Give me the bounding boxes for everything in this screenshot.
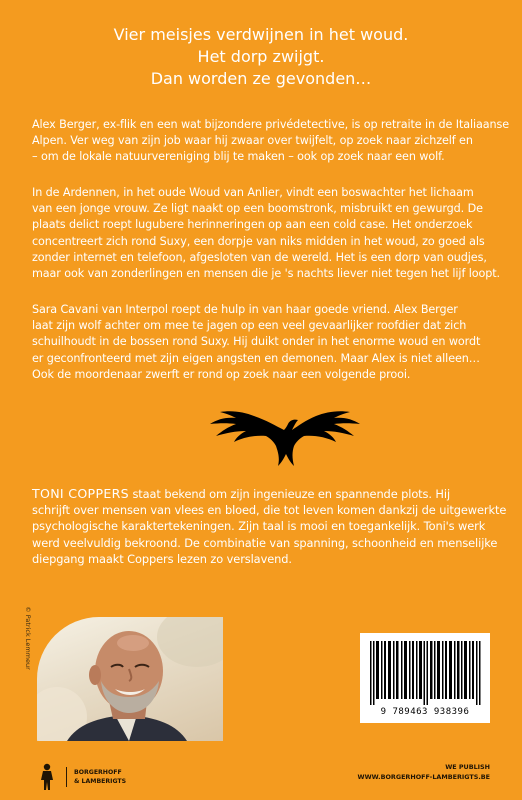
publisher-figure-logo (36, 763, 58, 791)
text-line: Ook de moordenaar zwerft er rond op zoek naar een volgende prooi. (32, 367, 411, 381)
text-line: concentreert zich rond Suxy, een dorpje van niks midden in het woud, zo goed als (32, 234, 485, 248)
text-line: psychologische karaktertekeningen. Zijn taal is mooi en toegankelijk. Toni's werk (32, 519, 486, 534)
barcode (360, 633, 490, 723)
photo-credit-text: © Patrick Lemmeur (24, 606, 32, 670)
tagline-line: Het dorp zwijgt. (197, 47, 325, 66)
tagline (0, 24, 522, 90)
publisher-logo (36, 763, 176, 791)
text-line: In de Ardennen, in het oude Woud van Anlier, vindt een boswachter het lichaam (32, 186, 474, 199)
crow-illustration (206, 386, 366, 472)
text-line: plaats delict roept lugubere herinneringen op aan een cold case. Het onderzoek (32, 218, 473, 232)
text-line: schuilhoudt in de bossen rond Suxy. Hij duikt onder in het enorme woud en wordt (32, 335, 481, 349)
publisher-name (74, 768, 126, 786)
publisher-divider (66, 767, 67, 787)
author-photo (37, 617, 223, 741)
text-line: maar ook van zonderlingen en mensen die je 's nachts liever niet tegen het lijf loopt. (32, 267, 500, 281)
publisher-name-line: BORGERHOFF (74, 769, 122, 776)
text-line (32, 486, 492, 502)
text-line: van een jonge vrouw. Ze ligt naakt op een boomstronk, misbruikt en gewurgd. De (32, 202, 483, 216)
text-line: werd veelvuldig bekroond. De combinatie van spanning, schoonheid en menselijke (32, 535, 498, 550)
publisher-name-line: & LAMBERIGTS (74, 778, 127, 785)
author-bio (32, 486, 507, 567)
text-line: Alex Berger, ex-flik en een wat bijzondere privédetective, is op retraite in de Italiaanse (32, 118, 510, 131)
text-line: laat zijn wolf achter om mee te jagen op een veel gevaarlijker roofdier dat zich (32, 319, 467, 333)
blurb-paragraph-3 (32, 302, 492, 383)
text-line: – om de lokale natuurvereniging blij te maken – ook op zoek naar een wolf. (32, 150, 445, 164)
author-bio-text: staat bekend om zijn ingenieuze en spannende plots. Hij (128, 487, 451, 501)
isbn-number: 9 789463 938396 (380, 707, 470, 717)
author-name: TONI COPPERS (32, 486, 129, 501)
tagline-line: Dan worden ze gevonden… (150, 69, 372, 88)
text-line: er geconfronteerd met zijn eigen angsten en demonen. Maar Alex is niet alleen… (32, 351, 480, 365)
barcode-bars (368, 641, 482, 705)
publisher-website: WWW.BORGERHOFF-LAMBERIGTS.BE (357, 773, 490, 781)
blurb-paragraph-1 (32, 117, 510, 166)
blurb-paragraph-2 (32, 185, 500, 282)
author-portrait-illustration (37, 617, 223, 741)
text-line: schrijft over mensen van vlees en bloed, die tot leven komen dankzij de uitgewerkte (32, 503, 507, 518)
tagline-line: Vier meisjes verdwijnen in het woud. (113, 25, 409, 44)
publisher-tagline: WE PUBLISH (445, 763, 490, 771)
text-line: Sara Cavani van Interpol roept de hulp in van haar goede vriend. Alex Berger (32, 303, 458, 316)
text-line: Alpen. Ver weg van zijn job waar hij zwaar over twijfelt, op zoek naar zichzelf en (32, 134, 473, 148)
publisher-website-block (358, 762, 490, 782)
text-line: diepgang maakt Coppers lezen zo verslavend. (32, 551, 292, 566)
photo-credit (19, 584, 32, 694)
text-line: zonder internet en telefoon, afgesloten van de wereld. Het is een dorp van oudjes, (32, 250, 487, 264)
